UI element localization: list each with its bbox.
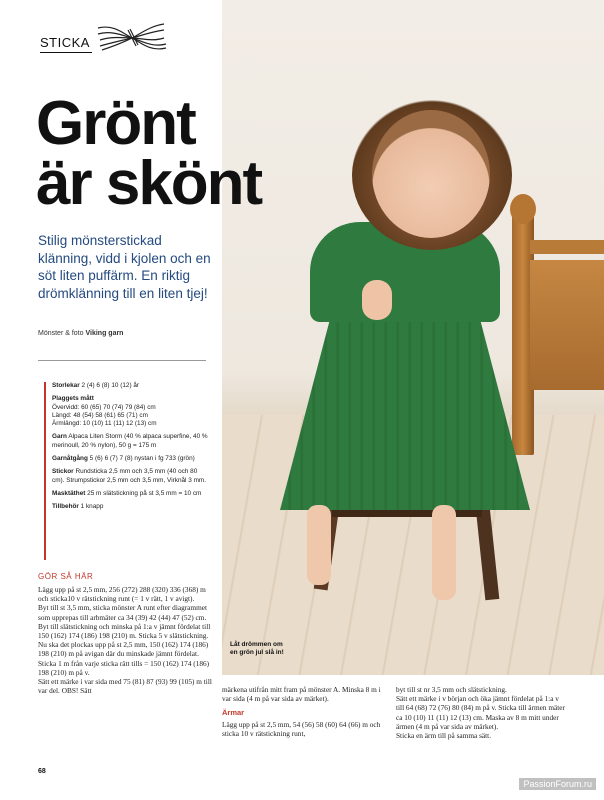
spec-matt: Plaggets mått Övervidd: 60 (65) 70 (74) 79 (84) cm Längd: 48 (54) 58 (61) 65 (71) cm Ärmlängd: 10 (10) 11 (11) 12 (13) cm [52,395,157,428]
page-title: Grönt är skönt [36,89,262,218]
paragraph: byt till st nr 3,5 mm och slätstickning. [396,685,507,694]
paragraph: Sätt ett märke i v början och öka jämnt fördelat på 1:a v till 64 (68) 72 (76) 80 (84) m på v. Sticka till ärmen mäter ca 10 (10) 11 (11) 12 (13) cm. Maska av 8 m mitt under ärmen (4 m på var sida av märket). [396,694,565,731]
section-label: STICKA [40,35,90,50]
specs-accent-bar [44,382,46,560]
child-face [372,110,490,238]
spec-garnatgang: Garnåtgång 5 (6) 6 (7) 7 (8) nystan i fg 733 (grön) [52,455,195,463]
credit-line: Mönster & foto Viking garn [38,330,124,337]
paragraph: Lägg upp på st 2,5 mm, 54 (56) 58 (60) 64 (66) m och sticka 10 v rätstickning runt, [222,719,381,738]
photo-caption: Låt drömmen om en grön jul slå in! [230,641,284,656]
page-number: 68 [38,768,46,775]
armar-heading: Ärmar [222,708,245,718]
paragraph: Nu ska det plockas upp på st 2,5 mm, 150 (162) 174 (186) 198 (210) m på avigan där du minskade jämnt fördelat. Sticka 1 m från varje sticka rätt tills = 150 (162) 174 (186) 198 (210) m på v. [38,640,210,677]
yarn-skein-icon [94,22,170,54]
paragraph: Sticka en ärm till på samma sätt. [396,731,492,741]
instructions-col2 [222,685,382,738]
credit-name: Viking garn [85,330,124,337]
instructions-col3 [396,685,566,740]
spec-garn: Garn Alpaca Liten Storm (40 % alpaca superfine, 40 % merinoull, 20 % nylon), 50 g = 175 m [52,433,208,449]
wooden-crib [512,200,604,460]
spec-storlek: Storlekar 2 (4) 6 (8) 10 (12) år [52,382,140,389]
paragraph: Byt till st 3,5 mm, sticka mönster A runt efter diagrammet som upprepas till arbmäter ca 34 (39) 42 (44) 47 (52) cm. [38,603,208,622]
green-dress [280,300,530,510]
divider [38,360,206,361]
intro-text: Stilig mönsterstickad klänning, vidd i kjolen och en söt liten puffärm. En riktig drömklänning till en liten tjej! [38,233,211,301]
spec-tillbehor: Tillbehör 1 knapp [52,503,104,511]
paragraph: Byt till slätstickning och minska på 1:a v jämnt fördelat till 150 (162) 174 (186) 198 (210) m. Sticka 5 v slätstickning. [38,621,211,641]
paragraph: Lägg upp på st 2,5 mm, 256 (272) 288 (320) 336 (368) m och sticka10 v rätstickning runt (= 1 v rätt, 1 v avigt). [38,585,206,604]
section-underline [40,52,92,53]
howto-heading: GÖR SÅ HÄR [38,572,94,581]
watermark: PassionForum.ru [519,778,596,790]
instructions-col1 [38,585,214,695]
paragraph: märkena utifrån mitt fram på mönster A. Minska 8 m i var sida (4 m på var sida av märket). [222,685,381,704]
hero-photo [222,0,604,675]
spec-masktathet: Masktäthet 25 m slätstickning på st 3,5 mm = 10 cm [52,489,202,497]
spec-stickor: Stickor Rundsticka 2,5 mm och 3,5 mm (40 och 80 cm). Strumpstickor 2,5 mm och 3,5 mm, Virknål 3 mm. [52,468,206,484]
paragraph: Sätt ett märke i var sida med 75 (81) 87 (93) 99 (105) m till var del. OBS! Sätt [38,677,212,696]
specs-box [52,382,208,517]
